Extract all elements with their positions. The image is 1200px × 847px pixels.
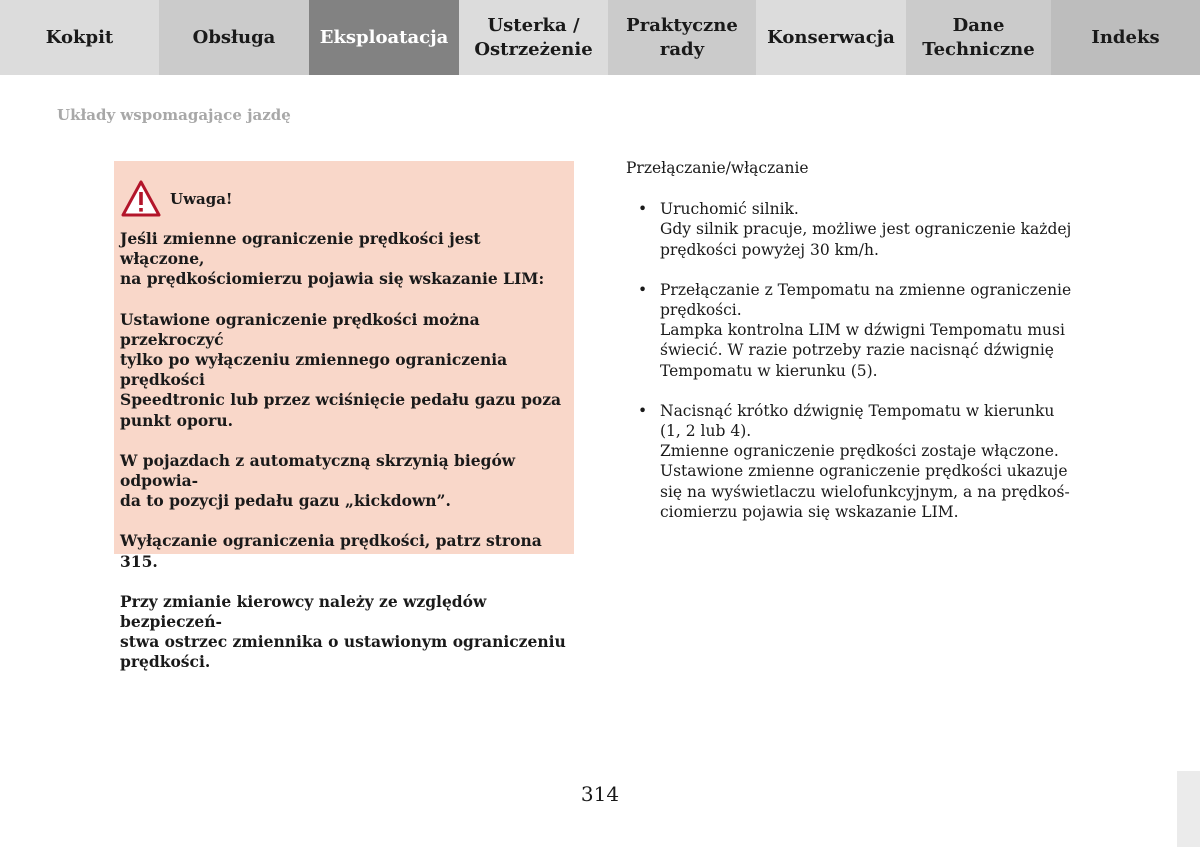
warning-title: Uwaga!	[170, 190, 233, 208]
warning-triangle-icon	[120, 179, 162, 219]
side-edge-tab	[1177, 771, 1200, 847]
tab-usterka-ostrzezenie[interactable]: Usterka / Ostrzeżenie	[459, 0, 608, 75]
list-item	[626, 401, 1076, 522]
list-item-text: Przełączanie z Tempomatu na zmienne ograniczenie prędkości. Lampka kontrolna LIM w dźwigni Tempomatu musi świecić. W razie potrzeby razie nacisnąć dźwignię Tempomatu w kierunku (5).	[660, 280, 1072, 380]
section-title: Układy wspomagające jazdę	[57, 106, 291, 124]
instructions-heading: Przełączanie/włączanie	[626, 159, 809, 177]
chapter-navigation	[0, 0, 1200, 75]
tab-dane-techniczne[interactable]: Dane Techniczne	[906, 0, 1051, 75]
warning-paragraph: Jeśli zmienne ograniczenie prędkości jest włączone, na prędkościomierzu pojawia się wskazanie LIM:	[120, 229, 545, 289]
warning-paragraph: W pojazdach z automatyczną skrzynią biegów odpowia- da to pozycji pedału gazu „kickdown”.	[120, 450, 516, 511]
tab-konserwacja[interactable]: Konserwacja	[756, 0, 906, 75]
page-number: 314	[580, 782, 620, 806]
tab-obsluga[interactable]: Obsługa	[159, 0, 309, 75]
tab-praktyczne-rady[interactable]: Praktyczne rady	[608, 0, 756, 75]
bullet-icon: •	[638, 401, 648, 420]
bullet-icon: •	[638, 200, 648, 219]
bullet-icon: •	[638, 280, 648, 299]
tab-kokpit[interactable]: Kokpit	[0, 0, 159, 75]
warning-paragraph: Wyłączanie ograniczenia prędkości, patrz strona 315.	[120, 531, 542, 571]
warning-header	[120, 179, 568, 219]
warning-paragraph: Przy zmianie kierowcy należy ze względów bezpieczeń- stwa ostrzec zmiennika o ustawionym ograniczeniu prędkości.	[120, 591, 566, 672]
warning-box	[114, 161, 574, 672]
list-item	[626, 199, 1076, 260]
tab-indeks[interactable]: Indeks	[1051, 0, 1200, 75]
instructions-column	[626, 158, 1076, 542]
list-item-text: Nacisnąć krótko dźwignię Tempomatu w kierunku (1, 2 lub 4). Zmienne ograniczenie prędkości zostaje włączone. Ustawione zmienne ograniczenie prędkości ukazuje się na wyświetlaczu wielofunkcyjnym, a na prędkoś- ciomierzu pojawia się wskazanie LIM.	[660, 401, 1070, 521]
list-item-text: Uruchomić silnik. Gdy silnik pracuje, możliwe jest ograniczenie każdej prędkości powyżej 30 km/h.	[660, 200, 1072, 259]
warning-paragraph: Ustawione ograniczenie prędkości można przekroczyć tylko po wyłączeniu zmiennego ograniczenia prędkości Speedtronic lub przez wciśnięcie pedału gazu poza punkt oporu.	[120, 309, 562, 430]
list-item	[626, 280, 1076, 381]
tab-eksploatacja[interactable]: Eksploatacja	[309, 0, 459, 75]
